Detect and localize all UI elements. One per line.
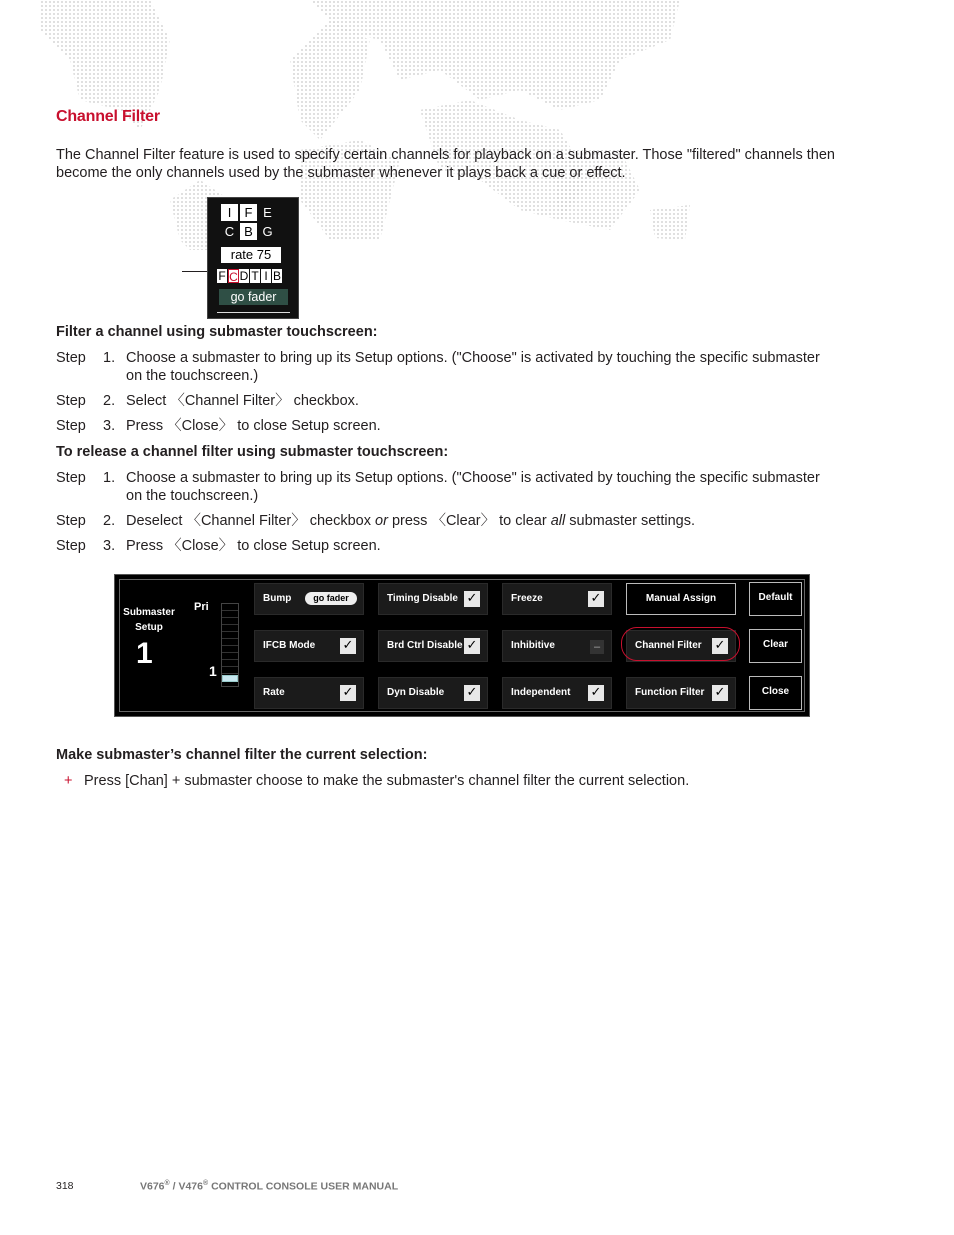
- inhibitive-button[interactable]: Inhibitive –: [502, 630, 612, 662]
- thumb-cell: E: [259, 204, 276, 221]
- step-text: Press 〈Close〉 to close Setup screen.: [126, 538, 381, 554]
- rate-button[interactable]: Rate ✓: [254, 677, 364, 709]
- dyn-disable-button[interactable]: Dyn Disable ✓: [378, 677, 488, 709]
- timing-disable-button[interactable]: Timing Disable ✓: [378, 583, 488, 615]
- bullet-text: Press [Chan] + submaster choose to make the submaster's channel filter the current selection.: [84, 773, 690, 789]
- step-label: Step: [56, 418, 86, 434]
- step-text: Deselect 〈Channel Filter〉 checkbox or press 〈Clear〉 to clear all submaster settings.: [126, 513, 695, 529]
- thumb-rate: rate 75: [221, 247, 281, 263]
- step-number: 1.: [103, 470, 116, 486]
- thumb-mode-letter-highlighted: C: [229, 270, 238, 284]
- thumb-cell: B: [240, 223, 257, 240]
- thumb-mode-letter: T: [250, 269, 261, 283]
- thumb-cell: I: [221, 204, 238, 221]
- page-number: 318: [56, 1180, 74, 1192]
- step-label: Step: [56, 513, 86, 529]
- checkmark-icon[interactable]: ✓: [340, 638, 356, 654]
- step-number: 1.: [103, 350, 116, 366]
- checkmark-icon[interactable]: ✓: [588, 685, 604, 701]
- dash-icon[interactable]: –: [590, 640, 604, 654]
- step-label: Step: [56, 393, 86, 409]
- brd-ctrl-disable-button[interactable]: Brd Ctrl Disable ✓: [378, 630, 488, 662]
- manual-assign-button[interactable]: Manual Assign: [626, 583, 736, 615]
- thumb-go-fader: go fader: [219, 289, 288, 305]
- submaster-thumbnail: [207, 197, 299, 319]
- section-title: Channel Filter: [56, 108, 160, 125]
- filter-heading: Filter a channel using submaster touchscreen:: [56, 324, 378, 340]
- step-number: 3.: [103, 538, 116, 554]
- step-label: Step: [56, 350, 86, 366]
- freeze-button[interactable]: Freeze ✓: [502, 583, 612, 615]
- submaster-setup-panel: [114, 574, 810, 717]
- go-fader-pill[interactable]: go fader: [305, 592, 357, 605]
- priority-slider-handle[interactable]: [222, 675, 238, 682]
- thumb-divider: [217, 312, 290, 313]
- checkmark-icon[interactable]: ✓: [464, 591, 480, 607]
- checkmark-icon[interactable]: ✓: [464, 638, 480, 654]
- step-number: 2.: [103, 513, 116, 529]
- checkmark-icon[interactable]: ✓: [340, 685, 356, 701]
- clear-button[interactable]: Clear: [749, 629, 802, 663]
- intro-paragraph: The Channel Filter feature is used to specify certain channels for playback on a submaster. Those "filtered" channels then become the only channels used by the submaster whenever it plays back a cue or effect.: [56, 147, 835, 181]
- current-selection-heading: Make submaster’s channel filter the current selection:: [56, 747, 428, 763]
- step-number: 3.: [103, 418, 116, 434]
- thumb-cell: F: [240, 204, 257, 221]
- step-text: Choose a submaster to bring up its Setup options. ("Choose" is activated by touching the specific submaster on the touchscreen.): [126, 470, 820, 504]
- thumb-mode-letter: I: [261, 269, 272, 283]
- thumb-cell: G: [259, 223, 276, 240]
- footer-title: V676® / V476® CONTROL CONSOLE USER MANUAL: [140, 1180, 399, 1193]
- channel-filter-button[interactable]: Channel Filter ✓: [626, 630, 736, 662]
- priority-value: 1: [209, 663, 217, 679]
- thumb-mode-letters: [217, 269, 283, 283]
- step-label: Step: [56, 470, 86, 486]
- default-button[interactable]: Default: [749, 582, 802, 616]
- ifcb-mode-button[interactable]: IFCB Mode ✓: [254, 630, 364, 662]
- priority-slider[interactable]: [221, 603, 239, 687]
- step-text: Select 〈Channel Filter〉 checkbox.: [126, 393, 359, 409]
- step-text: Choose a submaster to bring up its Setup options. ("Choose" is activated by touching the specific submaster on the touchscreen.): [126, 350, 820, 384]
- independent-button[interactable]: Independent ✓: [502, 677, 612, 709]
- close-button[interactable]: Close: [749, 676, 802, 710]
- panel-title: Submaster Setup: [123, 607, 175, 633]
- thumb-cell: C: [221, 223, 238, 240]
- release-heading: To release a channel filter using submaster touchscreen:: [56, 444, 449, 460]
- priority-label: Pri: [194, 601, 209, 613]
- step-text: Press 〈Close〉 to close Setup screen.: [126, 418, 381, 434]
- step-label: Step: [56, 538, 86, 554]
- plus-bullet-icon: +: [64, 773, 73, 789]
- thumb-mode-letter: D: [239, 269, 249, 283]
- thumb-mode-letter: B: [272, 269, 281, 283]
- checkmark-icon[interactable]: ✓: [712, 685, 728, 701]
- bump-button[interactable]: Bump go fader: [254, 583, 364, 615]
- step-number: 2.: [103, 393, 116, 409]
- submaster-number: 1: [136, 637, 153, 670]
- channel-filter-highlight: [621, 627, 740, 661]
- callout-line: [182, 271, 207, 272]
- checkmark-icon[interactable]: ✓: [464, 685, 480, 701]
- checkmark-icon[interactable]: ✓: [712, 638, 728, 654]
- thumb-mode-letter: F: [217, 269, 228, 283]
- checkmark-icon[interactable]: ✓: [588, 591, 604, 607]
- function-filter-button[interactable]: Function Filter ✓: [626, 677, 736, 709]
